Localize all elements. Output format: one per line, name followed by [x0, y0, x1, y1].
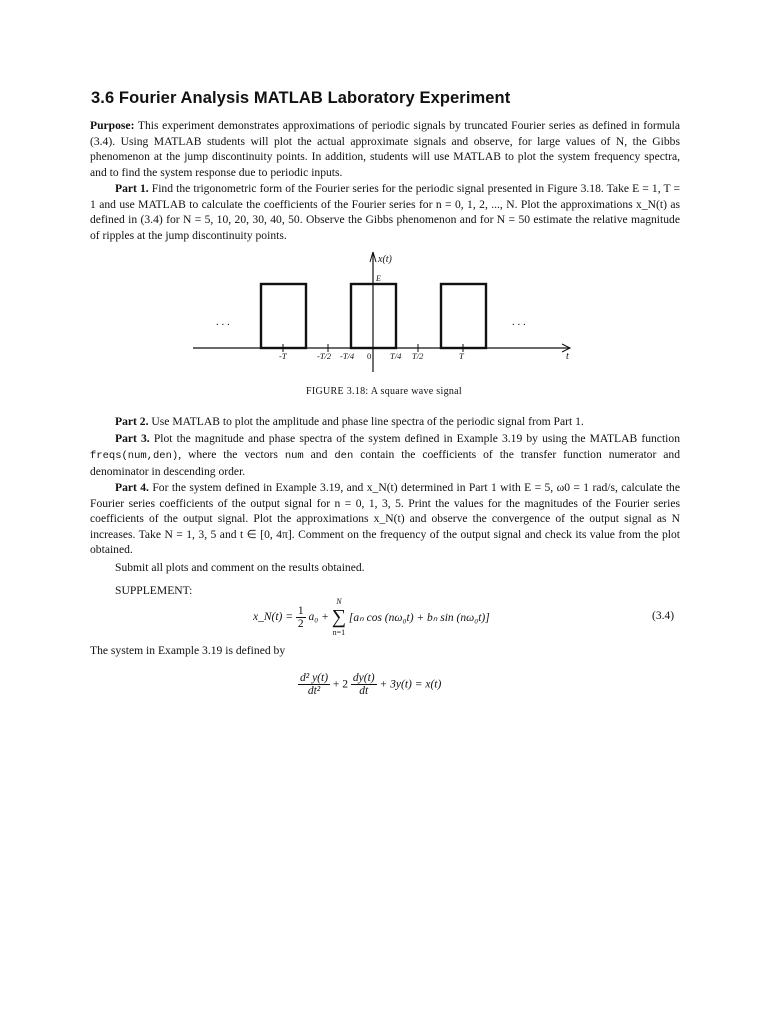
purpose-label: Purpose: [90, 119, 135, 132]
pulse-right [441, 284, 486, 348]
continuation-dots-right: . . . [512, 316, 526, 328]
eq-half-den: 2 [297, 617, 304, 630]
figure-caption: FIGURE 3.18: A square wave signal [306, 386, 462, 397]
equation-number: (3.4) [652, 610, 675, 622]
tick-label-neg-t-half: -T/2 [317, 351, 332, 361]
eq-half-fraction [296, 605, 306, 630]
purpose-text: This experiment demonstrates approximations of periodic signals by truncated Fourier series as defined in formula (3.4). Using MATLAB students will plot the actual approximate signals and observe, for large values of N, the Gibbs phenomenon at the jump discontinuity points. In addition, students will use MATLAB to plot the system frequency spectra, and to find the system response due to periodic inputs. [90, 119, 680, 179]
sigma-icon: ∑ [331, 606, 347, 628]
pulse-left [261, 284, 306, 348]
part3-text-d: contain the coefficients of the transfer function numerator and denominator in descending order. [90, 447, 681, 479]
part3-text-a: Plot the magnitude and phase spectra of the system defined in Example 3.19 by using the MATLAB function [153, 432, 680, 445]
d2-num: d² y(t) [300, 672, 329, 684]
eq-rest: + 3y(t) = x(t) [379, 678, 442, 691]
level-label: E [376, 274, 381, 283]
tick-label-neg-t: -T [279, 351, 287, 361]
plus-two: + 2 [332, 678, 349, 691]
freqs-code: freqs(num,den) [90, 449, 179, 462]
den-code: den [334, 449, 354, 462]
second-derivative-fraction [298, 672, 330, 697]
equation-3-4 [253, 596, 490, 638]
eq-a0: a₀ + [308, 611, 332, 623]
part3-text-b: , where the vectors [178, 447, 278, 461]
d2-den: dt² [307, 685, 321, 697]
section-heading: 3.6 Fourier Analysis MATLAB Laboratory Experiment [91, 89, 511, 107]
part3-label: Part 3. [115, 432, 150, 445]
tick-label-t-quarter: T/4 [390, 351, 402, 361]
part2-label: Part 2. [115, 415, 149, 428]
eq-half-num: 1 [297, 604, 304, 617]
part3-paragraph [90, 431, 680, 480]
part4-text: For the system defined in Example 3.19, and x_N(t) determined in Part 1 with E = 5, ω0 = 1 rad/s, calculate the Fourier series coefficients of the output signal for n = 0, 1, 3, 5. Print the values for the magnitudes of the Fourier series coefficients of the output signal. Plot the approximations x_N(t) and observe the convergence of the output signal as N increases. Take N = 1, 3, 5 and t ∈ [0, 4π]. Comment on the frequency of the output signal and check its value from the plot obtained. [90, 481, 680, 557]
supplement-heading: SUPPLEMENT: [115, 584, 193, 597]
continuation-dots-left: . . . [216, 316, 230, 328]
eq-body: [aₙ cos (nω₀t) + bₙ sin (nω₀t)] [348, 612, 490, 624]
part1-label: Part 1. [115, 182, 149, 195]
tick-label-t: T [459, 351, 464, 361]
tick-label-t-half: T/2 [412, 351, 424, 361]
num-code: num [284, 449, 304, 462]
sum-upper-limit: N [336, 597, 342, 606]
d1-den: dt [359, 685, 369, 697]
part4-paragraph [90, 480, 680, 558]
system-intro: The system in Example 3.19 is defined by [90, 644, 286, 657]
part1-text: Find the trigonometric form of the Fourier series for the periodic signal presented in Figure 3.18. Take E = 1, T = 1 and use MATLAB to calculate the coefficients of the Fourier series for n = 0, 1, 2, ..., N. Plot the approximations x_N(t) as defined in (3.4) for N = 5, 10, 20, 30, 40, 50. Observe the Gibbs phenomenon and for N = 50 estimate the relative magnitude of ripples at the jump discontinuity points. [90, 182, 680, 242]
eq-lhs: x_N(t) = [253, 611, 296, 623]
tick-label-zero: 0 [367, 351, 372, 361]
eq-summation [332, 596, 346, 638]
x-axis-label: t [566, 351, 569, 362]
part4-label: Part 4. [115, 481, 149, 494]
d1-num: dy(t) [352, 672, 375, 684]
sum-lower-limit: n=1 [332, 628, 346, 637]
part2-text: Use MATLAB to plot the amplitude and phase line spectra of the periodic signal from Part 1. [151, 415, 584, 428]
submit-paragraph: Submit all plots and comment on the results obtained. [115, 561, 365, 574]
y-axis-label: x(t) [378, 254, 392, 265]
square-wave-figure [0, 0, 768, 400]
first-derivative-fraction [351, 672, 377, 697]
tick-label-neg-t-quarter: -T/4 [340, 351, 355, 361]
part3-text-c: and [310, 447, 328, 461]
system-equation [298, 672, 441, 697]
part2-paragraph [90, 414, 680, 430]
